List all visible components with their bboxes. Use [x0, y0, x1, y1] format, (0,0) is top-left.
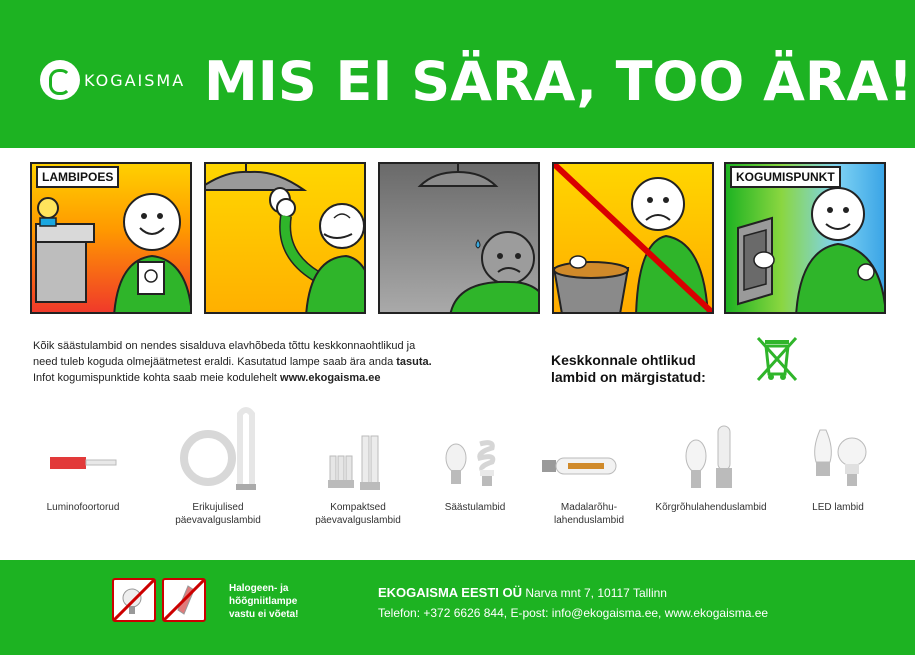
lamp-label-2: päevavalguslambid: [175, 515, 261, 526]
lamp-label-2: päevavalguslambid: [315, 515, 401, 526]
comic-panel-shop: [30, 162, 192, 314]
lamp-energy-saving: [422, 400, 528, 540]
lamp-label: Kompaktsed: [330, 502, 386, 513]
install-scene-illustration: [206, 164, 366, 314]
panel-label-shop: LAMBIPOES: [36, 166, 119, 188]
crossed-halogen-icon: [114, 580, 154, 620]
headline: MIS EI SÄRA, TOO ÄRA!: [204, 50, 913, 113]
energy-saving-bulb-icon: [422, 400, 528, 500]
comic-strip: [30, 162, 885, 314]
lamp-led: [790, 400, 886, 540]
logo-mark-icon: [40, 60, 80, 100]
broken-lamp-scene-illustration: [380, 164, 540, 314]
lamp-types: [30, 400, 890, 540]
info-line-2-text: need tuleb koguda olmejäätmetest eraldi. Kasutatud lampe saab ära anda: [33, 356, 397, 368]
lamp-special-shape: [158, 400, 278, 540]
not-accepted-line-1: Halogeen- ja: [229, 583, 289, 594]
info-line-2: [33, 354, 513, 370]
lamp-low-pressure: [534, 400, 644, 540]
no-incandescent-icon: [162, 578, 206, 622]
lamp-label: Madalarõhu-: [560, 502, 618, 513]
fluorescent-tube-icon: [30, 400, 136, 500]
not-accepted-line-3: vastu ei võeta!: [229, 609, 299, 620]
lamp-fluorescent-tube: [30, 400, 136, 540]
lamp-label: LED lambid: [812, 502, 864, 513]
contact-line[interactable]: Telefon: +372 6626 844, E-post: info@ekogaisma.ee, www.ekogaisma.ee: [378, 606, 769, 620]
sodium-lamp-icon: [534, 400, 644, 500]
info-line-3: [33, 370, 513, 386]
company-name: EKOGAISMA EESTI OÜ: [378, 585, 522, 600]
marked-line-1: Keskkonnale ohtlikud: [551, 352, 696, 368]
company-line: [378, 585, 667, 600]
company-address: Narva mnt 7, 10117 Tallinn: [521, 586, 667, 600]
lamp-label: Säästulambid: [444, 502, 506, 513]
not-accepted-notice: [229, 582, 329, 621]
lamp-label: Kõrgrõhulahenduslambid: [655, 502, 767, 513]
no-halogen-icon: [112, 578, 156, 622]
comic-panel-broken: [378, 162, 540, 314]
header-banner: [0, 0, 915, 148]
ekogaisma-logo[interactable]: [40, 58, 185, 102]
compact-fluorescent-icon: [298, 400, 418, 500]
marked-notice: [551, 352, 751, 386]
lamp-high-pressure: [648, 400, 774, 540]
info-line-3-text: Infot kogumispunktide kohta saab meie kodulehelt: [33, 372, 281, 384]
panel-label-collection: KOGUMISPUNKT: [730, 166, 841, 188]
crossed-incandescent-icon: [164, 580, 204, 620]
lamp-label: Luminofoortorud: [46, 502, 120, 513]
lamp-compact: [298, 400, 418, 540]
info-text: [33, 338, 513, 386]
marked-line-2: lambid on märgistatud:: [551, 369, 706, 385]
info-free-emphasis: tasuta.: [396, 356, 432, 368]
comic-panel-collection: [724, 162, 886, 314]
comic-panel-trash: [552, 162, 714, 314]
not-accepted-line-2: hõõgniitlampe: [229, 596, 298, 607]
high-pressure-lamp-icon: [648, 400, 774, 500]
logo-text: KOGAISMA: [84, 70, 186, 90]
crossed-bin-icon: [752, 332, 802, 386]
led-bulb-icon: [790, 400, 886, 500]
info-line-1: Kõik säästulambid on nendes sisalduva elavhõbeda tõttu keskkonnaohtlikud ja: [33, 340, 416, 352]
lamp-label: Erikujulised: [192, 502, 244, 513]
comic-panel-install: [204, 162, 366, 314]
footer: [0, 560, 915, 655]
circular-and-u-lamp-icon: [158, 400, 278, 500]
website-link[interactable]: www.ekogaisma.ee: [280, 372, 381, 384]
trash-scene-illustration: [554, 164, 714, 314]
lamp-label-2: lahenduslambid: [553, 515, 625, 526]
